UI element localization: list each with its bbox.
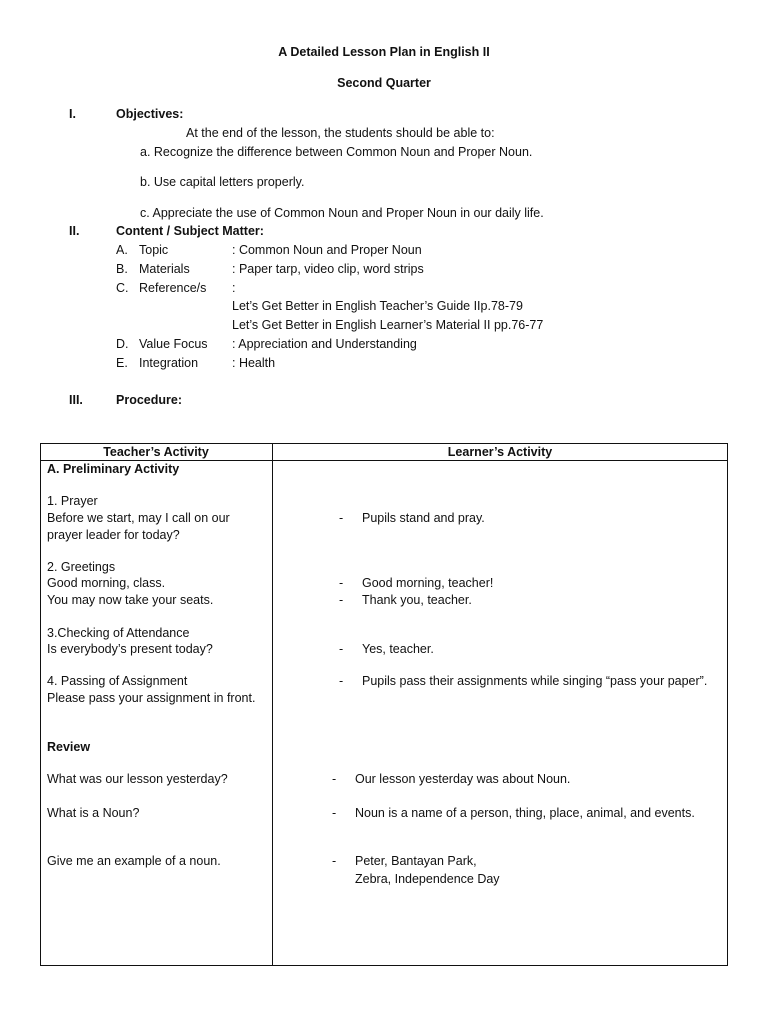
content-numeral: II. [69,224,80,238]
attendance-title: 3.Checking of Attendance [47,626,190,640]
content-letter-a: A. [116,243,128,257]
bullet-dash: - [332,772,337,786]
greetings-title: 2. Greetings [47,560,116,574]
teacher-activity-header: Teacher’s Activity [103,445,209,459]
bullet-dash: - [339,642,344,656]
learner-answer-3-line-1: Peter, Bantayan Park, [355,854,477,868]
review-heading: Review [47,740,91,754]
document-subtitle: Second Quarter [337,76,431,90]
procedure-heading: Procedure: [116,393,182,407]
objectives-heading: Objectives: [116,107,184,121]
learner-thanks-response: Thank you, teacher. [362,593,472,607]
content-label-value-focus: Value Focus [139,337,208,351]
procedure-numeral: III. [69,393,83,407]
prayer-line-2: prayer leader for today? [47,528,180,542]
prayer-line-1: Before we start, may I call on our [47,511,230,525]
prayer-title: 1. Prayer [47,494,98,508]
content-label-materials: Materials [139,262,190,276]
content-letter-b: B. [116,262,128,276]
assignment-line-1: Please pass your assignment in front. [47,691,256,705]
attendance-line-1: Is everybody’s present today? [47,642,213,656]
greetings-line-1: Good morning, class. [47,576,166,590]
activity-table [40,443,728,966]
objective-item-c: c. Appreciate the use of Common Noun and Proper Noun in our daily life. [140,206,544,220]
learner-assignment-response: Pupils pass their assignments while singing “pass your paper”. [362,674,708,688]
greetings-line-2: You may now take your seats. [47,593,214,607]
review-question-1: What was our lesson yesterday? [47,772,228,786]
objective-item-b: b. Use capital letters properly. [140,175,305,189]
learner-attendance-response: Yes, teacher. [362,642,434,656]
review-question-2: What is a Noun? [47,806,140,820]
preliminary-activity-heading: A. Preliminary Activity [47,462,180,476]
content-letter-d: D. [116,337,129,351]
learner-answer-3-line-2: Zebra, Independence Day [355,872,500,886]
bullet-dash: - [332,806,337,820]
learner-answer-2: Noun is a name of a person, thing, place, animal, and events. [355,806,695,820]
review-question-3: Give me an example of a noun. [47,854,221,868]
bullet-dash: - [339,511,344,525]
reference-learners-material: Let’s Get Better in English Learner’s Material II pp.76-77 [232,318,544,332]
content-value-value-focus: : Appreciation and Understanding [232,337,417,351]
column-divider [272,444,273,965]
content-value-topic: : Common Noun and Proper Noun [232,243,422,257]
content-label-references: Reference/s [139,281,207,295]
objectives-numeral: I. [69,107,76,121]
bullet-dash: - [339,674,344,688]
learner-answer-1: Our lesson yesterday was about Noun. [355,772,571,786]
bullet-dash: - [339,576,344,590]
objectives-intro: At the end of the lesson, the students should be able to: [186,126,495,140]
objective-item-a: a. Recognize the difference between Common Noun and Proper Noun. [140,145,533,159]
reference-teachers-guide: Let’s Get Better in English Teacher’s Guide IIp.78-79 [232,299,523,313]
bullet-dash: - [339,593,344,607]
content-label-integration: Integration [139,356,199,370]
content-value-integration: : Health [232,356,276,370]
content-value-references: : [232,281,236,295]
document-title: A Detailed Lesson Plan in English II [278,45,490,59]
learner-prayer-response: Pupils stand and pray. [362,511,485,525]
content-heading: Content / Subject Matter: [116,224,264,238]
content-letter-e: E. [116,356,128,370]
learner-activity-header: Learner’s Activity [447,445,553,459]
content-letter-c: C. [116,281,129,295]
content-label-topic: Topic [139,243,169,257]
assignment-title: 4. Passing of Assignment [47,674,188,688]
learner-greeting-response: Good morning, teacher! [362,576,494,590]
bullet-dash: - [332,854,337,868]
content-value-materials: : Paper tarp, video clip, word strips [232,262,424,276]
